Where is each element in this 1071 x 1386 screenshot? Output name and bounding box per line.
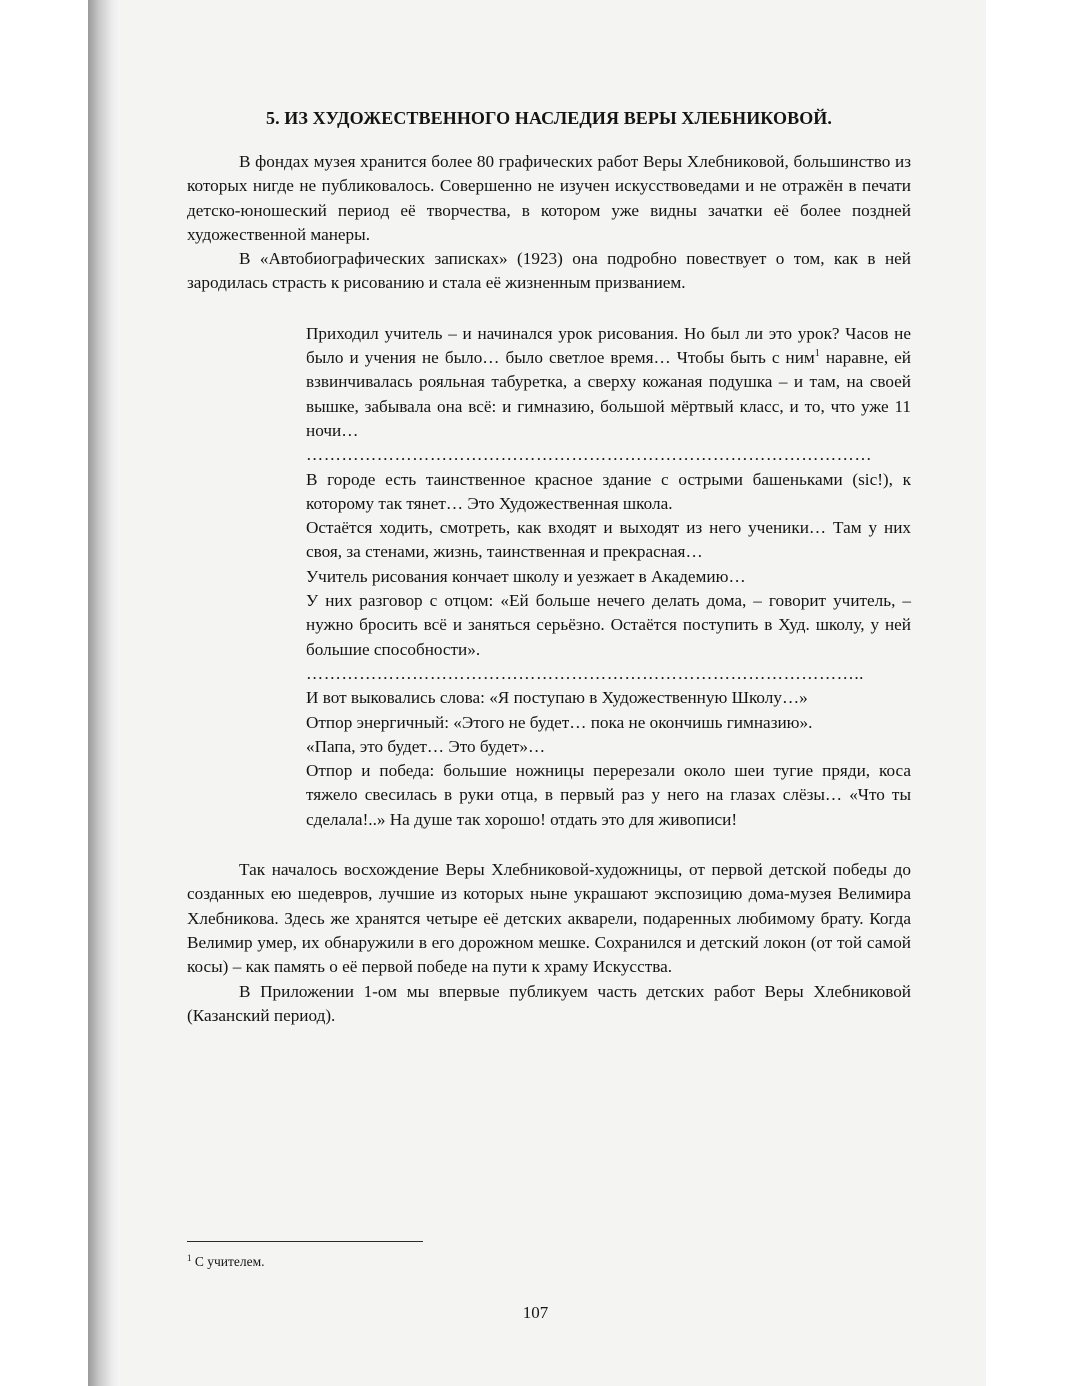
quote-paragraph-students: Остаётся ходить, смотреть, как входят и выходят из него ученики… Там у них своя, за стенами, жизнь, таинственная и прекрасная… bbox=[306, 518, 911, 562]
footnote-separator bbox=[187, 1241, 423, 1242]
block-quote bbox=[306, 322, 911, 832]
footnote-reference: 1 bbox=[814, 348, 820, 360]
quote-paragraph-words: И вот выковались слова: «Я поступаю в Художественную Школу…» bbox=[306, 688, 808, 708]
quote-paragraph-papa: «Папа, это будет… Это будет»… bbox=[306, 736, 546, 756]
ellipsis-separator: …………………………………………………………………………………… bbox=[306, 445, 872, 465]
page-content bbox=[187, 106, 911, 1028]
paragraph-ascent: Так началось восхождение Веры Хлебниковой-художницы, от первой детской победы до созданных ею шедевров, лучшие из которых ныне украшают экспозицию дома-музея Велимира Хлебникова. Здесь же хранятся четыре её детских акварели, подаренных любимому брату. Когда Велимир умер, их обнаружили в его дорожном мешке. Сохранился и детский локон (от той самой косы) – как память о её первой победе на пути к храму Искусства. bbox=[187, 860, 911, 977]
scan-right-margin bbox=[986, 0, 1071, 1386]
page-number: 107 bbox=[522, 1303, 549, 1322]
footnote-text: С учителем. bbox=[191, 1254, 265, 1269]
paragraph-autobiography: В «Автобиографических записках» (1923) она подробно повествует о том, как в ней зародилась страсть к рисованию и стала её жизненным призванием. bbox=[187, 249, 911, 293]
footnote-marker: 1 bbox=[187, 1253, 192, 1263]
scan-left-margin bbox=[0, 0, 88, 1386]
quote-paragraph-school: В городе есть таинственное красное здание с острыми башеньками (sic!), к которому так тянет… Это Художественная школа. bbox=[306, 469, 911, 513]
quote-text: наравне, ей взвинчивалась рояльная табуретка, а сверху кожаная подушка – и там, на своей вышке, забывала она всё: и гимназию, большой мёртвый класс, и то, что уже 11 ночи… bbox=[306, 348, 911, 440]
footnote bbox=[187, 1254, 265, 1270]
section-heading: 5. ИЗ ХУДОЖЕСТВЕННОГО НАСЛЕДИЯ ВЕРЫ ХЛЕБНИКОВОЙ. bbox=[265, 108, 833, 128]
paragraph-intro: В фондах музея хранится более 80 графических работ Веры Хлебниковой, большинство из которых нигде не публиковалось. Совершенно не изучен искусствоведами и не отражён в печати детско-юношеский период её творчества, в котором уже видны зачатки её более поздней художественной манеры. bbox=[187, 152, 911, 244]
closing-section bbox=[187, 858, 911, 1028]
quote-text: Приходил учитель – и начинался урок рисования. Но был ли это урок? Часов не было и учения не было… было светлое время… Чтобы быть с ним bbox=[306, 323, 911, 368]
paragraph-appendix: В Приложении 1-ом мы впервые публикуем часть детских работ Веры Хлебниковой (Казанский период). bbox=[187, 981, 911, 1025]
quote-paragraph-teacher: Учитель рисования кончает школу и уезжает в Академию… bbox=[306, 566, 746, 586]
quote-paragraph-lesson bbox=[306, 322, 911, 443]
ellipsis-separator: ………………………………………………………………………………….. bbox=[306, 663, 864, 683]
quote-paragraph-conversation: У них разговор с отцом: «Ей больше нечего делать дома, – говорит учитель, – нужно бросить всё и заняться серьёзно. Остаётся поступить в Худ. школу, у ней большие способности». bbox=[306, 591, 911, 659]
quote-paragraph-victory: Отпор и победа: большие ножницы перерезали около шеи тугие пряди, коса тяжело свесилась в руки отца, в первый раз у него на глазах слёзы… «Что ты сделала!..» На душе так хорошо! отдать это для живописи! bbox=[306, 761, 911, 829]
book-gutter-shadow bbox=[88, 0, 120, 1386]
quote-paragraph-rebuff: Отпор энергичный: «Этого не будет… пока не окончишь гимназию». bbox=[306, 712, 813, 732]
